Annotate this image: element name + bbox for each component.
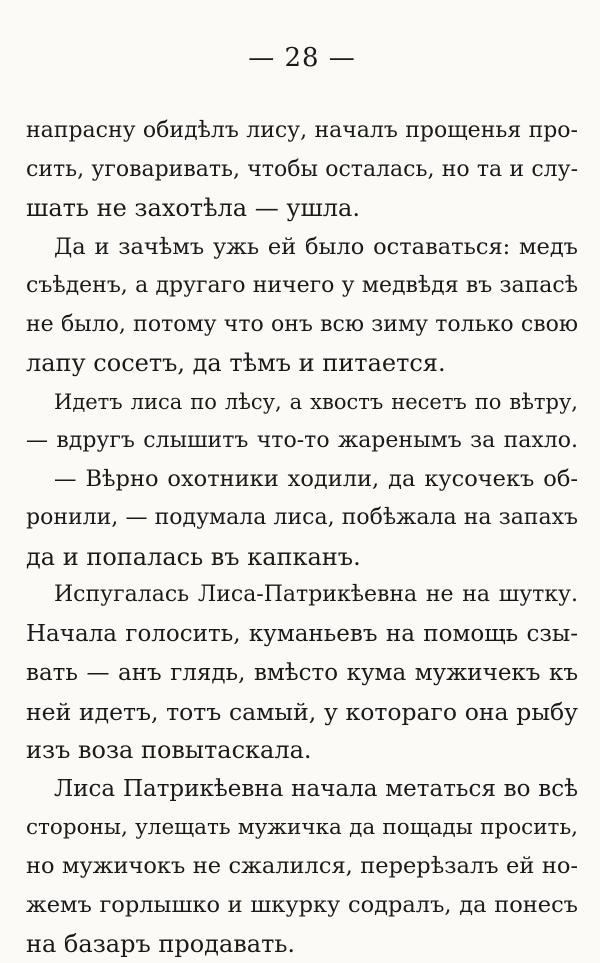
text-line: Начала голосить, куманьевъ на помощь сзы- xyxy=(26,621,578,648)
page-text xyxy=(26,112,578,963)
text-line: лапу сосетъ, да тѣмъ и питается. xyxy=(26,349,446,378)
text-line: сить, уговаривать, чтобы осталась, но та и слу- xyxy=(26,156,578,182)
text-line: — вдругъ слышитъ что-то жаренымъ за пахло. xyxy=(26,427,578,453)
page-number: — 28 — xyxy=(248,43,356,73)
text-line: Испугалась Лиса-Патрикѣевна не на шутку. xyxy=(54,582,578,608)
text-line: не было, потому что онъ всю зиму только свою xyxy=(26,311,578,337)
text-line: съѣденъ, а другаго ничего у медвѣдя въ запасѣ xyxy=(26,272,578,298)
text-line: ней идетъ, тотъ самый, у котораго она рыбу xyxy=(26,697,578,726)
text-line: жемъ горлышко и шкурку содралъ, да понесъ xyxy=(26,892,578,919)
text-line: Идетъ лиса по лѣсу, а хвостъ несетъ по вѣтру, xyxy=(54,389,578,414)
text-line: ронили, — подумала лиса, побѣжала на запахъ xyxy=(26,505,578,531)
text-line: на базаръ продавать. xyxy=(26,929,296,958)
text-line: Лиса Патрикѣевна начала метаться во всѣ xyxy=(54,775,578,802)
text-line: шать не захотѣла — ушла. xyxy=(26,194,360,223)
text-line: — Вѣрно охотники ходили, да кусочекъ об- xyxy=(54,466,578,493)
text-line: да и попалась въ капканъ. xyxy=(26,542,361,571)
text-line: изъ воза повытаскала. xyxy=(26,736,312,765)
text-line: но мужичокъ не сжалился, перерѣзалъ ей но- xyxy=(26,853,578,880)
text-line: вать — анъ глядь, вмѣсто кума мужичекъ къ xyxy=(26,659,578,686)
text-line: напрасну обидѣлъ лису, началъ прощенья про- xyxy=(26,118,578,143)
text-line: Да и зачѣмъ ужь ей было оставаться: медъ xyxy=(54,234,578,261)
text-line: стороны, улещать мужичка да пощады просить, xyxy=(26,814,578,840)
